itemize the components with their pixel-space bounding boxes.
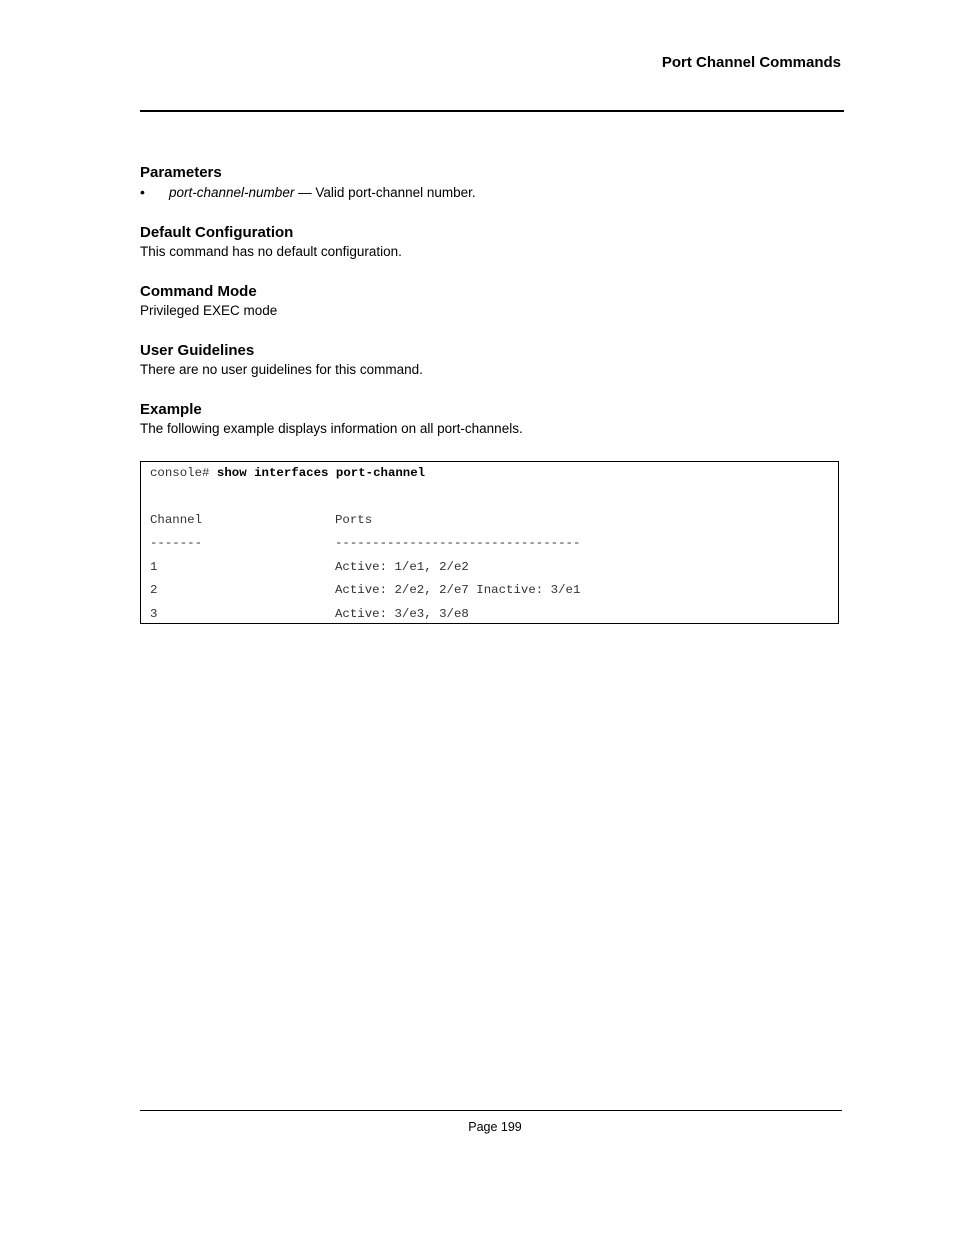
code-command-line bbox=[150, 465, 425, 481]
parameter-item bbox=[140, 182, 844, 203]
code-row-channel: 2 bbox=[150, 583, 158, 597]
code-row bbox=[150, 559, 469, 575]
command-mode-section bbox=[140, 282, 844, 321]
example-body: The following example displays information on all port-channels. bbox=[140, 421, 523, 436]
code-header-line bbox=[150, 512, 373, 528]
parameters-heading: Parameters bbox=[140, 164, 222, 181]
code-row-channel: 3 bbox=[150, 607, 158, 621]
code-separator-line bbox=[150, 535, 581, 551]
code-row bbox=[150, 582, 581, 598]
code-header-ports: Ports bbox=[335, 513, 373, 527]
code-separator-ports: --------------------------------- bbox=[335, 536, 581, 550]
code-row bbox=[150, 606, 469, 622]
command-mode-heading: Command Mode bbox=[140, 283, 257, 300]
example-section bbox=[140, 400, 844, 439]
code-example-box bbox=[140, 461, 839, 624]
footer-divider bbox=[140, 1110, 842, 1111]
parameter-name: port-channel-number bbox=[169, 185, 295, 200]
command-mode-body: Privileged EXEC mode bbox=[140, 303, 278, 318]
user-guidelines-body: There are no user guidelines for this command. bbox=[140, 362, 423, 377]
code-separator-channel: ------- bbox=[150, 536, 203, 550]
default-configuration-heading: Default Configuration bbox=[140, 224, 294, 241]
page-number: Page 199 bbox=[468, 1120, 522, 1134]
default-configuration-body: This command has no default configuration. bbox=[140, 244, 402, 259]
example-heading: Example bbox=[140, 401, 202, 418]
default-configuration-section bbox=[140, 223, 844, 262]
code-row-channel: 1 bbox=[150, 560, 158, 574]
bullet-icon: • bbox=[140, 184, 145, 200]
code-row-ports: Active: 3/e3, 3/e8 bbox=[335, 607, 469, 621]
code-row-ports: Active: 1/e1, 2/e2 bbox=[335, 560, 469, 574]
parameter-text bbox=[169, 183, 476, 203]
code-command: show interfaces port-channel bbox=[216, 466, 426, 480]
user-guidelines-section bbox=[140, 341, 844, 380]
user-guidelines-heading: User Guidelines bbox=[140, 342, 255, 359]
running-header: Port Channel Commands bbox=[661, 54, 841, 71]
code-prompt: console# bbox=[150, 466, 217, 480]
page-content bbox=[140, 163, 844, 459]
code-row-ports: Active: 2/e2, 2/e7 Inactive: 3/e1 bbox=[335, 583, 581, 597]
code-header-channel: Channel bbox=[150, 513, 203, 527]
header-divider bbox=[140, 110, 844, 112]
parameters-section bbox=[140, 163, 844, 203]
parameter-description: — Valid port-channel number. bbox=[294, 185, 476, 200]
